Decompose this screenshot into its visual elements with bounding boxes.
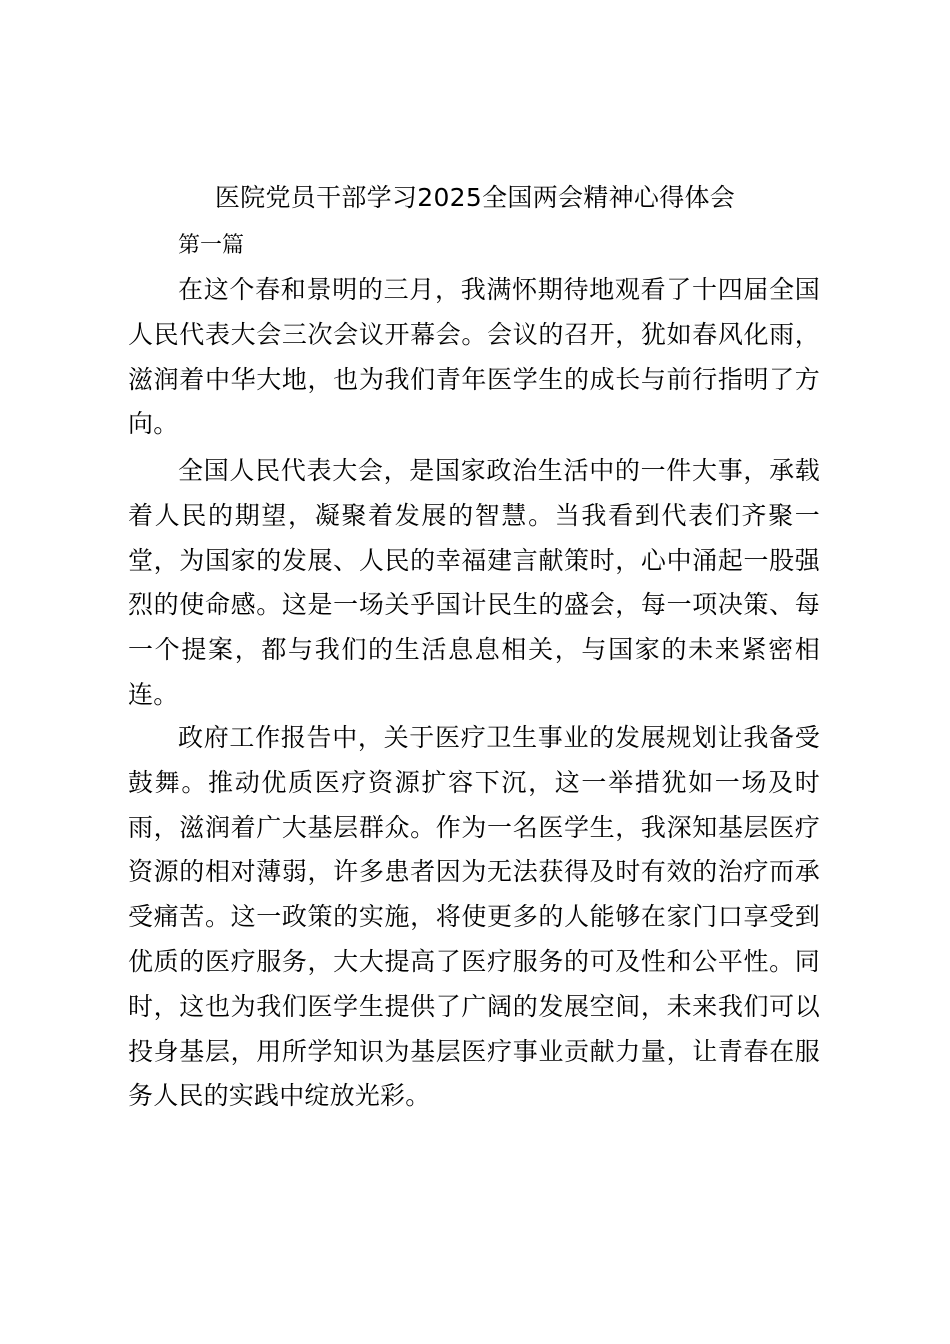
document-title: 医院党员干部学习2025全国两会精神心得体会 xyxy=(214,183,736,212)
paragraph-1: 在这个春和景明的三月，我满怀期待地观看了十四届全国人民代表大会三次会议开幕会。会议的召开，犹如春风化雨，滋润着中华大地，也为我们青年医学生的成长与前行指明了方向。 xyxy=(128,275,820,439)
section-heading: 第一篇 xyxy=(178,233,245,258)
paragraph-2: 全国人民代表大会，是国家政治生活中的一件大事，承载着人民的期望，凝聚着发展的智慧。当我看到代表们齐聚一堂，为国家的发展、人民的幸福建言献策时，心中涌起一股强烈的使命感。这是一场关乎国计民生的盛会，每一项决策、每一个提案，都与我们的生活息息相关，与国家的未来紧密相连。 xyxy=(128,456,820,709)
paragraph-3: 政府工作报告中，关于医疗卫生事业的发展规划让我备受鼓舞。推动优质医疗资源扩容下沉，这一举措犹如一场及时雨，滋润着广大基层群众。作为一名医学生，我深知基层医疗资源的相对薄弱，许多患者因为无法获得及时有效的治疗而承受痛苦。这一政策的实施，将使更多的人能够在家门口享受到优质的医疗服务，大大提高了医疗服务的可及性和公平性。同时，这也为我们医学生提供了广阔的发展空间，未来我们可以投身基层，用所学知识为基层医疗事业贡献力量，让青春在服务人民的实践中绽放光彩。 xyxy=(128,723,820,1111)
